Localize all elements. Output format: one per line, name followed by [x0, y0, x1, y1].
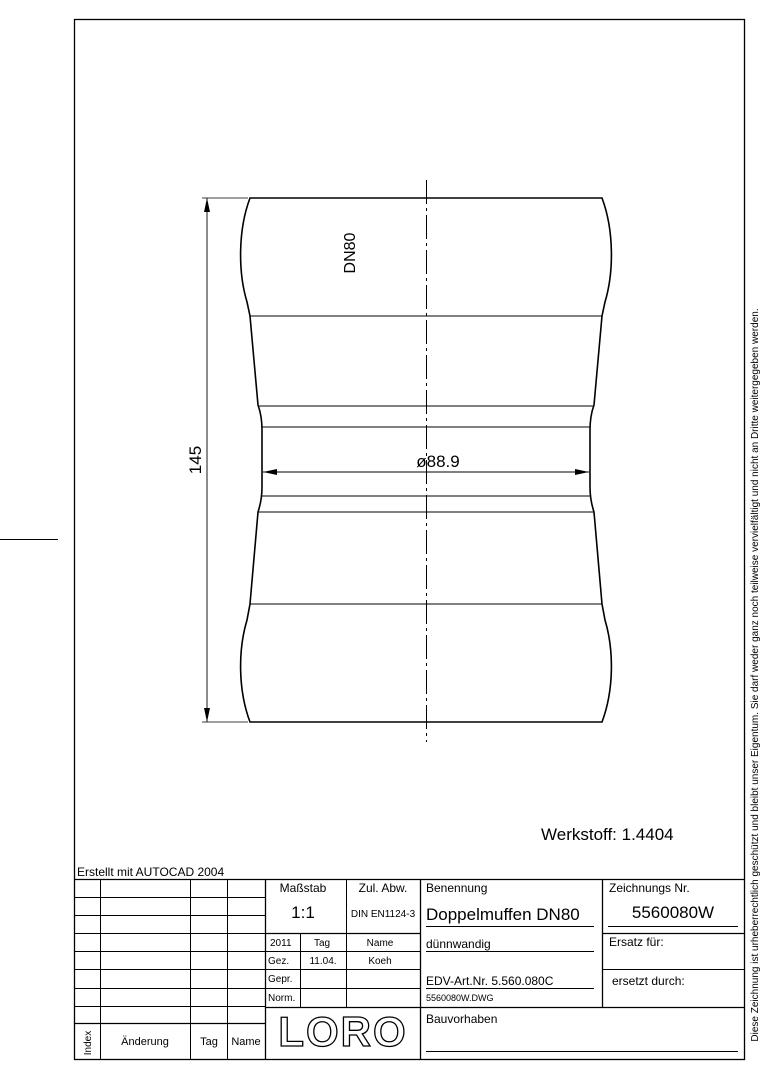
ersetzt-durch-label: ersetzt durch:	[612, 974, 685, 988]
gez-date: 11.04.	[309, 956, 337, 967]
created-with-label: Erstellt mit AUTOCAD 2004	[77, 865, 225, 879]
zeichnungs-nr-label: Zeichnungs Nr.	[609, 881, 690, 895]
bauvorhaben-label: Bauvorhaben	[426, 1012, 498, 1026]
edv-art-nr: EDV-Art.Nr. 5.560.080C	[426, 974, 554, 988]
description-value: dünnwandig	[426, 937, 491, 951]
massstab-label: Maßstab	[279, 881, 327, 895]
material-label: Werkstoff: 1.4404	[541, 825, 674, 844]
year-label: 2011	[270, 938, 292, 949]
rev-tag-label: Tag	[200, 1036, 218, 1048]
massstab-value: 1:1	[291, 903, 315, 922]
size-label: DN80	[342, 232, 359, 274]
rev-index-label: Index	[83, 1030, 94, 1056]
zeichnungs-nr-value: 5560080W	[631, 903, 715, 922]
gepr-label: Gepr.	[268, 974, 293, 985]
name-label: Name	[366, 938, 394, 949]
tag-label: Tag	[313, 938, 331, 949]
zul-abw-label: Zul. Abw.	[358, 881, 408, 895]
gez-name: Koeh	[368, 956, 392, 967]
diameter-dimension	[263, 452, 589, 475]
benennung-label: Benennung	[426, 881, 488, 895]
length-label: 145	[186, 445, 205, 475]
norm-label: Norm.	[268, 993, 296, 1004]
benennung-value: Doppelmuffen DN80	[426, 905, 580, 924]
rev-aenderung-label: Änderung	[121, 1036, 169, 1048]
dwg-file: 5560080W.DWG	[426, 993, 494, 1003]
loro-logo: LORO	[278, 1008, 408, 1055]
rev-name-label: Name	[231, 1036, 261, 1048]
title-block	[74, 865, 745, 1059]
gez-label: Gez.	[268, 956, 290, 967]
ersatz-fuer-label: Ersatz für:	[609, 935, 664, 949]
zul-abw-value: DIN EN1124-3	[350, 909, 416, 920]
copyright-note: Diese Zeichnung ist urheberrechtlich geschützt und bleibt unser Eigentum. Sie darf weder ganz noch teilweise vervielfältigt und nicht an Dritte weitergegeben werden.	[750, 308, 761, 1042]
length-dimension	[186, 198, 248, 722]
diameter-label: ø88.9	[416, 452, 460, 471]
